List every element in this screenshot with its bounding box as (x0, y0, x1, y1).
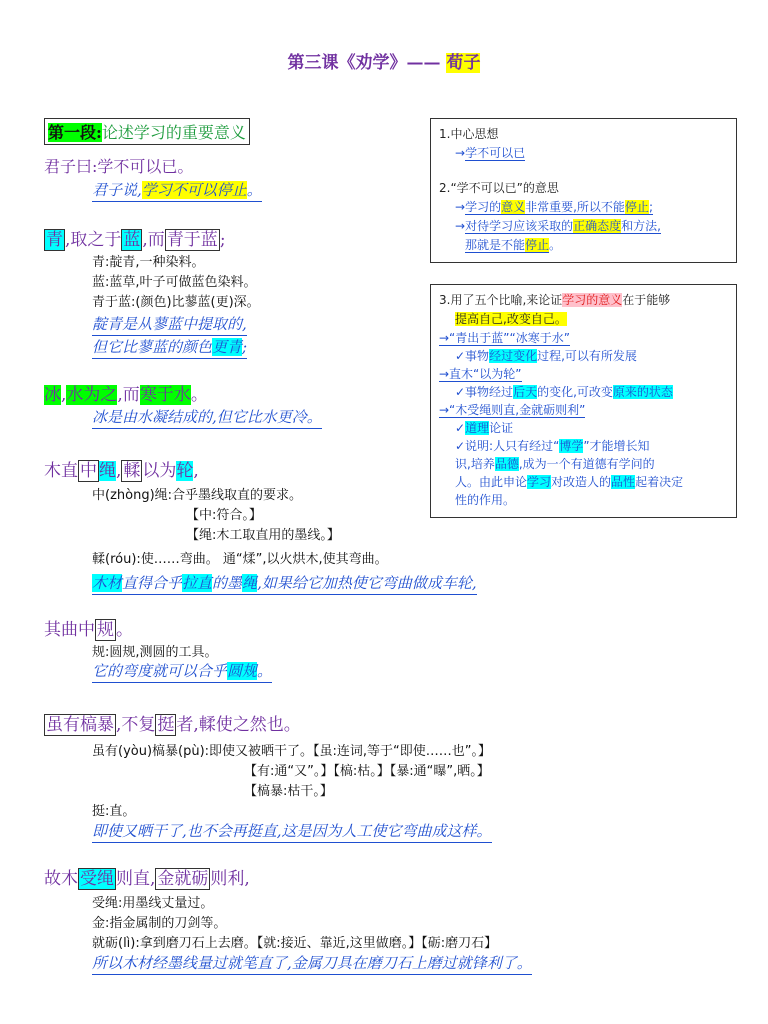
p4-g: 轮 (176, 461, 194, 481)
p2-tr2a: 但它比蓼蓝的颜色 (92, 338, 213, 356)
note1-b2-text: 对待学习应该采取的 (465, 219, 574, 233)
section-label: 第一段: (48, 123, 102, 142)
p7-original (44, 864, 250, 889)
section-heading (44, 118, 250, 145)
note2-l11d: 品性 (611, 475, 636, 489)
p7-b: 受绳 (80, 869, 114, 889)
note2-l10a: 识,培养 (455, 457, 495, 471)
note1-b2-hl: 正确态度 (573, 219, 622, 233)
p4-a: 木直 (44, 461, 78, 481)
p3-w2: 水为之 (66, 385, 118, 405)
p4-original (44, 456, 199, 481)
section-box (44, 118, 250, 145)
p3-w3: 寒于水 (139, 385, 191, 405)
note1-point-b2 (455, 217, 661, 234)
p3-s3: 。 (190, 385, 208, 405)
p2-def1: 青:靛青,一种染料。 (92, 255, 205, 270)
p7-d: 金就砺 (157, 869, 209, 889)
note2-l7: →“木受绳则直,金就砺则利” (439, 403, 586, 417)
p5-original (44, 615, 133, 640)
p4-def3: 【绳:木工取直用的墨线。】 (186, 528, 340, 543)
p2-original (44, 225, 226, 250)
p4-def2: 【中:符合。】 (186, 508, 262, 523)
note2-line7 (439, 401, 585, 418)
note2-l8a: ✓ (455, 421, 466, 435)
note2-l11c: 对改造人的 (551, 475, 612, 489)
p4-b: 中 (80, 461, 97, 481)
p5-def1: 规:圆规,测圆的工具。 (92, 645, 218, 660)
p3-s1: , (61, 385, 67, 405)
p5-translation (92, 660, 272, 683)
note2-l3: →“青出于蓝”“冰寒于水” (439, 331, 570, 345)
p4-c: 绳 (99, 461, 116, 481)
note2-line10 (455, 455, 655, 472)
note1-b3-hl: 停止 (525, 238, 550, 252)
note2-l1b: 学习的意义 (562, 293, 623, 307)
note1-point-a (455, 144, 525, 161)
note2-l5: →直木“以为轮” (439, 367, 522, 381)
p4-e: 輮 (123, 461, 141, 481)
note2-l10b: 品德 (494, 457, 519, 471)
p3-original (44, 380, 208, 405)
p7-e: 则利, (210, 869, 250, 889)
p4-d: , (116, 461, 122, 481)
p2-def3: 青于蓝:(颜色)比蓼蓝(更)深。 (92, 295, 260, 310)
p3-s2: ,而 (117, 385, 140, 405)
note2-l11b: 学习 (527, 475, 552, 489)
note2-l9a: ✓说明:人只有经过“ (455, 439, 560, 453)
note1-b2-arrow: → (455, 219, 466, 233)
note2-l10c: ,成为一个有道德有学问的 (518, 457, 655, 471)
p2-def2: 蓝:蓝草,叶子可做蓝色染料。 (92, 275, 257, 290)
p5-c: 。 (116, 620, 133, 640)
p6-c: 挺 (157, 715, 175, 735)
p7-translation: 所以木材经墨线量过就笔直了,金属刀具在磨刀石上磨过就锋利了。 (92, 952, 532, 975)
p2-w3: 蓝 (123, 230, 141, 250)
p2-w2: 取之于 (70, 230, 122, 250)
p4-tr-a: 木材 (92, 574, 123, 592)
p4-tr-e: 绳 (242, 574, 258, 592)
note2-l6c: 的变化,可改变 (537, 385, 613, 399)
p4-tr-f: ,如果给它加热使它弯曲做成车轮, (257, 574, 477, 592)
p5-b: 规 (97, 620, 114, 640)
p6-original (44, 710, 301, 735)
p6-def2: 【有:通“又”。】【槁:枯。】【暴:通“曝”,晒。】 (244, 764, 490, 779)
p7-def1: 受绳:用墨线丈量过。 (92, 896, 214, 911)
title-text: 第三课《劝学》—— (287, 53, 447, 73)
note2-l6a: ✓事物经过 (455, 385, 514, 399)
title-author: 荀子 (446, 53, 481, 73)
page-title (0, 48, 768, 73)
p2-s1: , (65, 230, 71, 250)
p5-tr-c: 。 (257, 662, 273, 680)
p6-def3: 【槁暴:枯干。】 (244, 784, 333, 799)
note2-l8c: 论证 (489, 421, 514, 435)
p1-original: 君子曰:学不可以已。 (44, 157, 194, 176)
note2-l4c: 过程,可以有所发展 (537, 349, 637, 363)
p1-tr-c: 。 (246, 181, 262, 199)
note2-l9c: ”才能增长知 (583, 439, 650, 453)
p3-translation: 冰是由水凝结成的,但它比水更冷。 (92, 406, 322, 429)
note2-line6 (455, 383, 673, 400)
note1-b3-text: 那就是不能 (465, 238, 526, 252)
note1-b1-text2: 非常重要,所以不能 (525, 200, 625, 214)
note2-line8 (455, 419, 513, 436)
p6-d: 者,輮使之然也。 (176, 715, 301, 735)
note1-b2-text2: 和方法, (621, 219, 661, 233)
p4-f: 以为 (142, 461, 177, 481)
note2-l1a: 3.用了五个比喻,来论证 (439, 293, 563, 307)
note2-l6d: 原来的状态 (612, 385, 673, 399)
p5-tr-b: 圆规 (227, 662, 258, 680)
p5-a: 其曲中 (44, 620, 95, 640)
note2-l1c: 在于能够 (622, 293, 671, 307)
note2-l11e: 起着决定 (635, 475, 684, 489)
p6-b: ,不复 (116, 715, 156, 735)
note2-l4b: 经过变化 (489, 349, 538, 363)
p2-tr2b: 更青 (212, 338, 243, 356)
p7-def2: 金:指金属制的刀剑等。 (92, 916, 227, 931)
section-desc: 论述学习的重要意义 (101, 123, 246, 142)
note-box-analysis (430, 284, 737, 518)
note1-b3-end: 。 (549, 238, 562, 252)
p1-tr-b: 学习不可以停止 (141, 181, 247, 199)
p6-translation: 即使又晒干了,也不会再挺直,这是因为人工使它弯曲成这样。 (92, 820, 492, 843)
p2-s3: ; (219, 230, 226, 250)
p2-w1: 青 (46, 230, 63, 250)
note1-heading1: 1.中心思想 (439, 127, 499, 141)
note-box-summary (430, 118, 737, 263)
note1-point-b3 (465, 236, 561, 253)
note2-l6b: 后天 (513, 385, 538, 399)
p4-def4: 輮(róu):使……弯曲。 通“煣”,以火烘木,使其弯曲。 (92, 552, 388, 567)
p3-w1: 冰 (44, 385, 61, 405)
p7-c: 则直, (116, 869, 156, 889)
note1-point-b1 (455, 198, 653, 215)
p4-tr-c: 拉直 (182, 574, 213, 592)
note2-line3 (439, 329, 570, 346)
p4-h: , (193, 461, 199, 481)
p2-s2: ,而 (142, 230, 165, 250)
note2-line2 (455, 310, 567, 327)
p4-tr-b: 直得合乎 (122, 574, 183, 592)
note2-line12: 性的作用。 (455, 493, 516, 507)
note2-l2: 提高自己,改变自己。 (455, 312, 567, 326)
note1-b1-hl2: 停止 (624, 200, 649, 214)
note2-l11a: 人。由此申论 (455, 475, 528, 489)
note1-b1-arrow: → (455, 200, 466, 214)
p2-w4: 青于蓝 (166, 230, 218, 250)
p5-tr-a: 它的弯度就可以合乎 (92, 662, 228, 680)
note2-l8b: 道理 (465, 421, 490, 435)
note2-l4a: ✓事物 (455, 349, 490, 363)
note1-b1-end: ; (648, 200, 653, 214)
p1-tr-a: 君子说, (92, 181, 142, 199)
p6-def4: 挺:直。 (92, 804, 136, 819)
note1-arrow: → (455, 146, 466, 160)
p4-translation (92, 572, 477, 595)
note1-b1-text: 学习的 (465, 200, 502, 214)
p2-translation-2 (92, 336, 247, 359)
p6-def1: 虽有(yòu)槁暴(pù):即使又被晒干了。【虽:连词,等于“即使……也”。】 (92, 744, 492, 759)
p7-def3: 就砺(lì):拿到磨刀石上去磨。【就:接近、靠近,这里做磨。】【砺:磨刀石】 (92, 936, 498, 951)
note2-line4 (455, 347, 637, 364)
note1-a1-text: 学不可以已 (465, 146, 526, 160)
note2-line5 (439, 365, 522, 382)
note1-b1-hl: 意义 (501, 200, 526, 214)
note2-line11 (455, 473, 683, 490)
p4-tr-d: 的墨 (212, 574, 243, 592)
note2-line1 (439, 291, 670, 308)
p7-a: 故木 (44, 869, 78, 889)
p1-translation (92, 179, 262, 202)
p4-def1: 中(zhòng)绳:合乎墨线取直的要求。 (92, 488, 303, 503)
note2-l9b: 博学 (559, 439, 584, 453)
p6-a: 虽有槁暴 (46, 715, 114, 735)
note1-heading2: 2.“学不可以已”的意思 (439, 181, 559, 195)
p2-translation-1: 靛青是从蓼蓝中提取的, (92, 313, 247, 336)
p2-tr2c: ; (242, 338, 248, 356)
note2-line9 (455, 437, 650, 454)
